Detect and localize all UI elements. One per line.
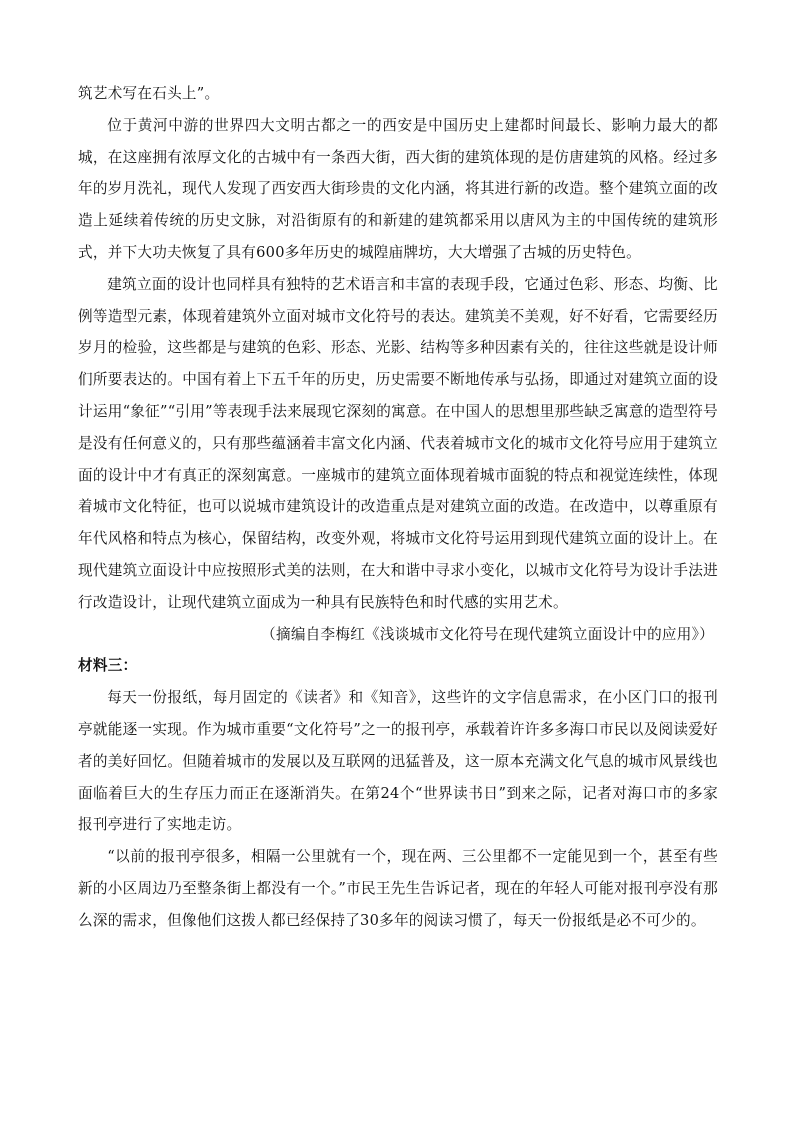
section-heading-material-three: 材料三： bbox=[78, 657, 138, 675]
source-citation: （摘编自李梅红《浅谈城市文化符号在现代建筑立面设计中的应用》） bbox=[261, 625, 714, 643]
paragraph-continuation: 筑艺术写在石头上”。 bbox=[78, 85, 220, 102]
paragraph-newsstand: 每天一份报纸，每月固定的《读者》和《知音》，这些许的文字信息需求，在小区门口的报刊亭就能逐一实现。作为城市重要“文化符号”之一的报刊亭，承载着许许多多海口市民以及阅读爱好者的美好回忆。但随着城市的发展以及互联网的迅猛普及，这一原本充满文化气息的城市风景线也面临着巨大的生存压力而正在逐渐消失。在第24个“世界读书日”到来之际，记者对海口市的多家报刊亭进行了实地走访。 bbox=[78, 689, 718, 834]
paragraph-citizen-quote: “以前的报刊亭很多，相隔一公里就有一个，现在两、三公里都不一定能见到一个，甚至有些新的小区周边乃至整条街上都没有一个。”市民王先生告诉记者，现在的年轻人可能对报刊亭没有那么深的需求，但像他们这拨人都已经保持了30多年的阅读习惯了，每天一份报纸是必不可少的。 bbox=[78, 848, 718, 929]
paragraph-xian-west-street: 位于黄河中游的世界四大文明古都之一的西安是中国历史上建都时间最长、影响力最大的都城，在这座拥有浓厚文化的古城中有一条西大街，西大街的建筑体现的是仿唐建筑的风格。经过多年的岁月洗礼，现代人发现了西安西大街珍贵的文化内涵，将其进行新的改造。整个建筑立面的改造上延续着传统的历史文脉，对沿街原有的和新建的建筑都采用以唐风为主的中国传统的建筑形式，并下大功夫恢复了具有600多年历史的城隍庙牌坊，大大增强了古城的历史特色。 bbox=[78, 116, 718, 261]
document-page bbox=[78, 78, 718, 937]
paragraph-facade-design: 建筑立面的设计也同样具有独特的艺术语言和丰富的表现手段，它通过色彩、形态、均衡、比例等造型元素，体现着建筑外立面对城市文化符号的表达。建筑美不美观，好不好看，它需要经历岁月的检验，这些都是与建筑的色彩、形态、光影、结构等多种因素有关的，往往这些就是设计师们所要表达的。中国有着上下五千年的历史，历史需要不断地传承与弘扬，即通过对建筑立面的设计运用“象征”“引用”等表现手法来展现它深刻的寓意。在中国人的思想里那些缺乏寓意的造型符号是没有任何意义的，只有那些蕴涵着丰富文化内涵、代表着城市文化的城市文化符号应用于建筑立面的设计中才有真正的深刻寓意。一座城市的建筑立面体现着城市面貌的特点和视觉连续性，体现着城市文化特征，也可以说城市建筑设计的改造重点是对建筑立面的改造。在改造中，以尊重原有年代风格和特点为核心，保留结构，改变外观，将城市文化符号运用到现代建筑立面的设计上。在现代建筑立面设计中应按照形式美的法则，在大和谐中寻求小变化，以城市文化符号为设计手法进行改造设计，让现代建筑立面成为一种具有民族特色和时代感的实用艺术。 bbox=[78, 275, 718, 611]
